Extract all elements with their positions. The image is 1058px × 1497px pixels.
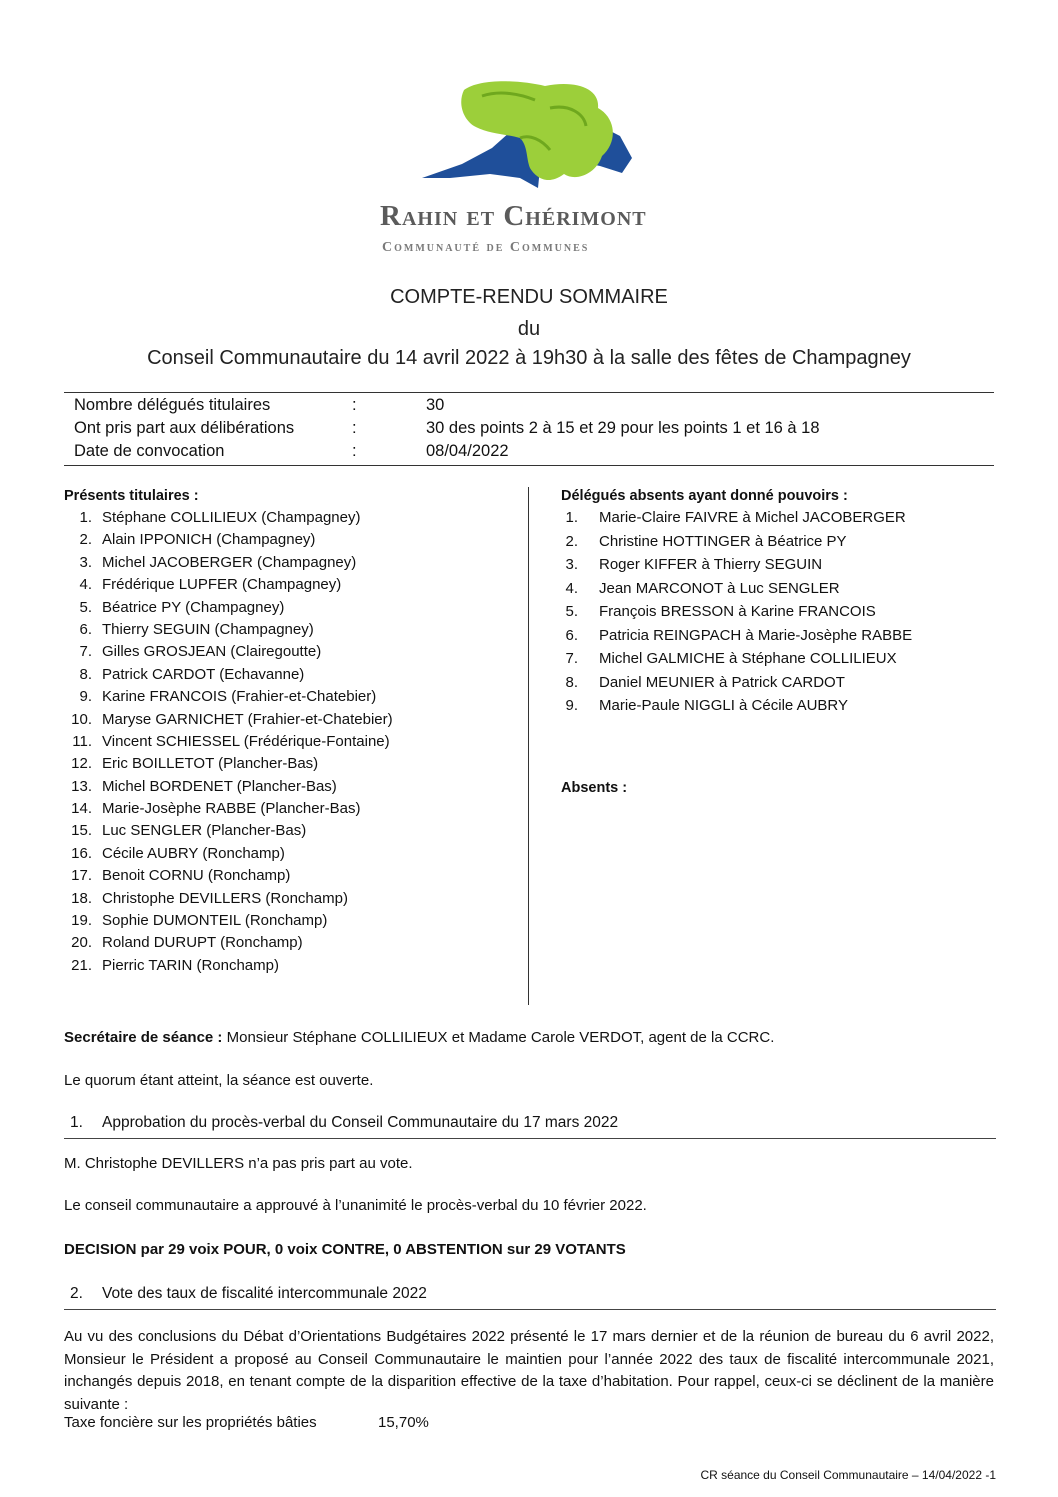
logo-subtitle: Communauté de Communes (382, 240, 590, 255)
list-item (64, 531, 524, 553)
item-number: 3. (565, 556, 578, 573)
item-number: 9. (565, 697, 578, 714)
section-number: 1. (70, 1114, 83, 1131)
info-label: Date de convocation (74, 442, 225, 460)
info-value: 08/04/2022 (426, 442, 509, 460)
item-number: 5. (565, 603, 578, 620)
list-item (64, 957, 524, 979)
list-item (64, 666, 524, 688)
section-2-heading (64, 1285, 996, 1310)
item-text: Christophe DEVILLERS (Ronchamp) (102, 889, 348, 907)
info-label: Nombre délégués titulaires (74, 396, 271, 414)
logo-name: Rahin et Chérimont (380, 200, 647, 232)
item-number: 5. (79, 598, 92, 616)
item-text: Alain IPPONICH (Champagney) (102, 531, 316, 549)
item-number: 4. (79, 576, 92, 594)
list-item (64, 509, 524, 531)
item-text: Daniel MEUNIER à Patrick CARDOT (599, 673, 845, 691)
item-number: 10. (71, 710, 92, 728)
item-number: 21. (71, 956, 92, 974)
presents-heading: Présents titulaires : (64, 488, 199, 504)
secretaire-text: Monsieur Stéphane COLLILIEUX et Madame Carole VERDOT, agent de la CCRC. (222, 1029, 775, 1046)
item-number: 2. (79, 531, 92, 549)
section-2-paragraph: Au vu des conclusions du Débat d’Orientations Budgétaires 2022 présenté le 17 mars dernier et de la réunion de bureau du 6 avril 2022, Monsieur le Président a proposé au Conseil Communautaire le maintien pour l’année 2022 des taux de fiscalité intercommunale 2021, inchangés depuis 2018, en tenant compte de la disparition effective de la taxe d’habitation. Pour rappel, ceux-ci se déclinent de la manière suivante : (64, 1328, 994, 1413)
list-item (64, 621, 524, 643)
item-text: Patricia REINGPACH à Marie-Josèphe RABBE (599, 626, 913, 644)
info-value: 30 (426, 396, 445, 414)
item-number: 6. (565, 626, 578, 644)
item-number: 20. (71, 934, 92, 952)
section-1-decision: DECISION par 29 voix POUR, 0 voix CONTRE, 0 ABSTENTION sur 29 VOTANTS (64, 1241, 626, 1258)
item-number: 14. (71, 800, 92, 818)
list-item (64, 822, 524, 844)
list-item (561, 556, 1001, 580)
item-text: François BRESSON à Karine FRANCOIS (599, 603, 876, 620)
list-item (561, 533, 1001, 557)
title-line-3: Conseil Communautaire du 14 avril 2022 à 19h30 à la salle des fêtes de Champagney (147, 347, 911, 369)
info-colon: : (352, 396, 357, 414)
item-number: 7. (79, 643, 92, 661)
presents-list (64, 509, 524, 979)
title-line-2: du (517, 318, 541, 340)
item-number: 15. (71, 822, 92, 840)
item-text: Gilles GROSJEAN (Clairegoutte) (102, 643, 322, 661)
list-item (561, 627, 1001, 651)
section-title: Approbation du procès-verbal du Conseil Communautaire du 17 mars 2022 (102, 1114, 619, 1131)
list-item (561, 603, 1001, 627)
item-text: Roger KIFFER à Thierry SEGUIN (599, 556, 823, 573)
list-item (561, 580, 1001, 604)
section-1-paragraph-2: Le conseil communautaire a approuvé à l’unanimité le procès-verbal du 10 février 2022. (64, 1197, 647, 1214)
section-number: 2. (70, 1285, 83, 1302)
section-title: Vote des taux de fiscalité intercommunale 2022 (102, 1285, 427, 1302)
item-number: 13. (71, 777, 92, 795)
pouvoirs-list (561, 509, 1001, 721)
column-divider (528, 487, 529, 1005)
item-number: 8. (565, 673, 578, 691)
item-text: Marie-Paule NIGGLI à Cécile AUBRY (599, 697, 848, 714)
tax-value: 15,70% (378, 1414, 429, 1431)
item-number: 7. (565, 650, 578, 667)
tax-label: Taxe foncière sur les propriétés bâties (64, 1414, 317, 1431)
item-number: 4. (565, 579, 578, 597)
list-item (561, 674, 1001, 698)
list-item (561, 509, 1001, 533)
item-number: 1. (565, 509, 578, 526)
list-item (64, 845, 524, 867)
item-number: 19. (71, 912, 92, 930)
list-item (64, 599, 524, 621)
item-number: 12. (71, 755, 92, 773)
item-text: Béatrice PY (Champagney) (102, 598, 285, 616)
list-item (64, 688, 524, 710)
item-text: Frédérique LUPFER (Champagney) (102, 576, 342, 594)
list-item (64, 733, 524, 755)
item-number: 8. (79, 665, 92, 683)
secretaire-label: Secrétaire de séance : (64, 1029, 223, 1046)
info-table (64, 392, 994, 466)
item-text: Roland DURUPT (Ronchamp) (102, 934, 303, 952)
item-text: Karine FRANCOIS (Frahier-et-Chatebier) (102, 688, 377, 706)
item-number: 2. (565, 532, 578, 550)
tax-row (64, 1414, 429, 1431)
absents-heading: Absents : (561, 780, 628, 796)
item-text: Maryse GARNICHET (Frahier-et-Chatebier) (102, 710, 393, 728)
section-1-paragraph-1: M. Christophe DEVILLERS n’a pas pris part au vote. (64, 1155, 413, 1172)
item-text: Jean MARCONOT à Luc SENGLER (599, 579, 840, 597)
list-item (64, 643, 524, 665)
item-number: 6. (79, 620, 92, 638)
list-item (64, 554, 524, 576)
list-item (64, 912, 524, 934)
item-text: Marie-Claire FAIVRE à Michel JACOBERGER (599, 509, 906, 526)
item-text: Christine HOTTINGER à Béatrice PY (599, 532, 847, 550)
list-item (64, 576, 524, 598)
item-number: 3. (79, 553, 92, 571)
pouvoirs-heading: Délégués absents ayant donné pouvoirs : (561, 488, 848, 504)
item-text: Michel JACOBERGER (Champagney) (102, 553, 357, 571)
list-item (64, 755, 524, 777)
secretaire-line (64, 1029, 774, 1046)
info-value: 30 des points 2 à 15 et 29 pour les points 1 et 16 à 18 (426, 419, 820, 437)
item-text: Sophie DUMONTEIL (Ronchamp) (102, 912, 328, 930)
item-text: Thierry SEGUIN (Champagney) (102, 620, 314, 638)
list-item (64, 867, 524, 889)
item-number: 1. (79, 509, 92, 526)
item-text: Eric BOILLETOT (Plancher-Bas) (102, 755, 319, 773)
item-text: Cécile AUBRY (Ronchamp) (102, 844, 285, 862)
info-colon: : (352, 442, 357, 460)
section-1-heading (64, 1114, 996, 1139)
list-item (64, 778, 524, 800)
quorum-text: Le quorum étant atteint, la séance est ouverte. (64, 1072, 374, 1089)
item-text: Pierric TARIN (Ronchamp) (102, 956, 279, 974)
info-label: Ont pris part aux délibérations (74, 419, 295, 437)
item-number: 16. (71, 844, 92, 862)
item-text: Stéphane COLLILIEUX (Champagney) (102, 509, 361, 526)
item-text: Michel BORDENET (Plancher-Bas) (102, 777, 337, 795)
item-text: Michel GALMICHE à Stéphane COLLILIEUX (599, 650, 897, 667)
page-footer: CR séance du Conseil Communautaire – 14/04/2022 -1 (700, 1468, 996, 1482)
item-text: Luc SENGLER (Plancher-Bas) (102, 822, 307, 840)
list-item (561, 650, 1001, 674)
list-item (64, 711, 524, 733)
item-number: 11. (72, 732, 92, 750)
item-number: 17. (71, 867, 92, 885)
ccrc-logo (370, 78, 700, 268)
list-item (64, 800, 524, 822)
item-text: Vincent SCHIESSEL (Frédérique-Fontaine) (102, 732, 390, 750)
title-line-1: COMPTE-RENDU SOMMAIRE (390, 286, 668, 308)
info-colon: : (352, 419, 357, 437)
list-item (561, 697, 1001, 721)
list-item (64, 934, 524, 956)
item-number: 18. (71, 889, 92, 907)
item-text: Benoit CORNU (Ronchamp) (102, 867, 291, 885)
item-number: 9. (79, 688, 92, 706)
item-text: Patrick CARDOT (Echavanne) (102, 665, 305, 683)
list-item (64, 890, 524, 912)
logo-graphic (370, 78, 700, 208)
item-text: Marie-Josèphe RABBE (Plancher-Bas) (102, 800, 361, 818)
